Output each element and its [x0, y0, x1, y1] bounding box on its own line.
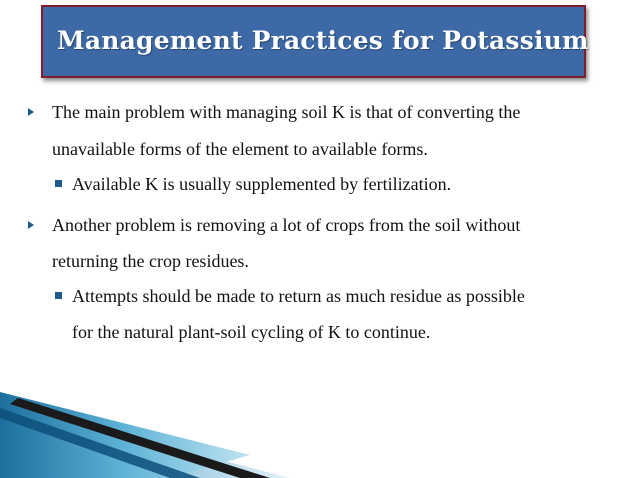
bullet-3-line-1: Another problem is removing a lot of crops from the soil without: [52, 215, 521, 235]
bullet-2-line-1: Available K is usually supplemented by fertilization.: [72, 174, 452, 194]
bullet-1-line-2: unavailable forms of the element to available forms.: [52, 139, 428, 159]
slide-title: Management Practices for Potassium: [57, 26, 589, 55]
bullet-1-line-1: The main problem with managing soil K is that of converting the: [52, 102, 521, 122]
bullet-3-line-2: returning the crop residues.: [52, 251, 249, 271]
bullet-4-line-1: Attempts should be made to return as much residue as possible: [72, 286, 525, 306]
bullet-4-line-2: for the natural plant-soil cycling of K to continue.: [72, 322, 431, 342]
